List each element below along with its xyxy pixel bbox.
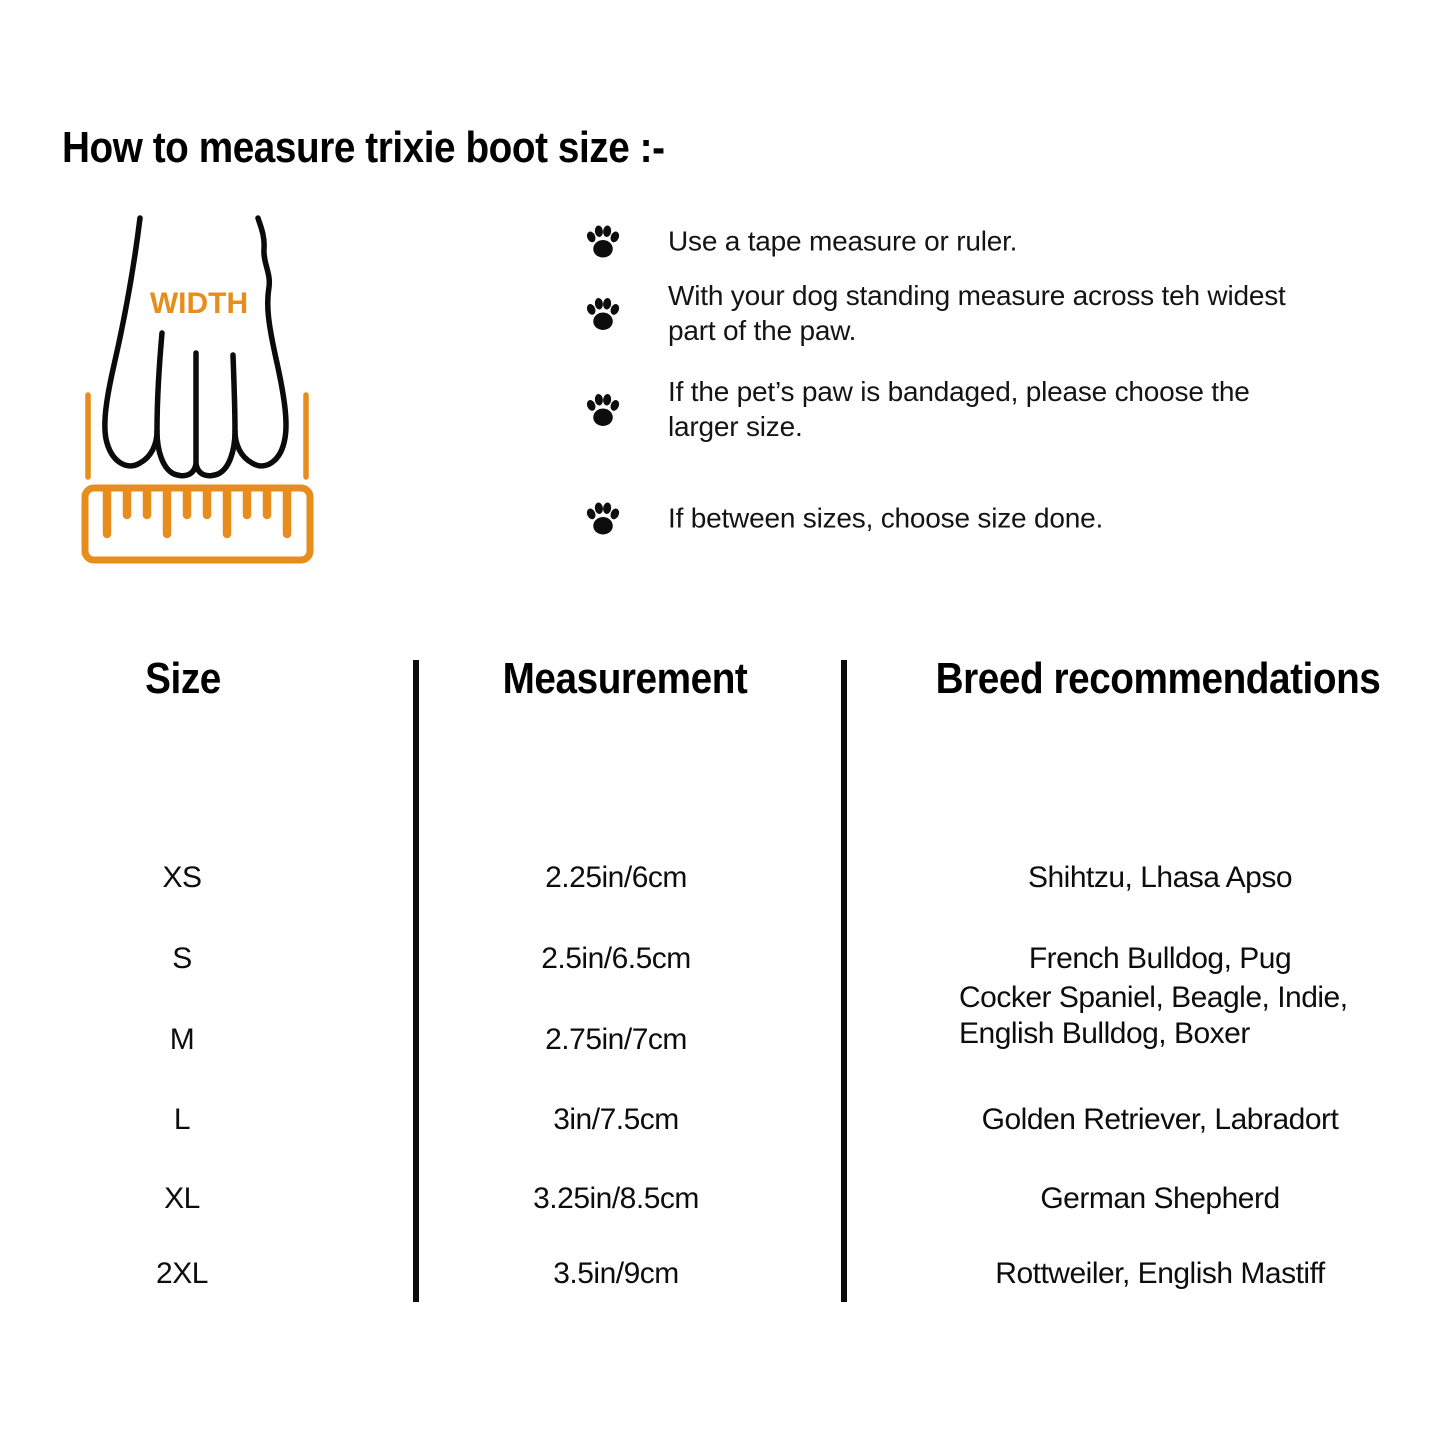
width-label: WIDTH xyxy=(149,287,249,320)
instruction-text: Use a tape measure or ruler. xyxy=(668,225,1018,257)
measurement-cell: 3.25in/8.5cm xyxy=(533,1182,699,1215)
page-title: How to measure trixie boot size :- xyxy=(62,123,665,173)
table-header-size: Size xyxy=(145,654,221,703)
size-cell: S xyxy=(172,942,192,975)
column-divider xyxy=(413,660,419,1302)
measurement-cell: 2.25in/6cm xyxy=(545,861,687,894)
measurement-cell: 2.5in/6.5cm xyxy=(541,942,691,975)
instruction-text: If the pet’s paw is bandaged, please choose the larger size. xyxy=(668,376,1250,442)
breeds-cell: German Shepherd xyxy=(1040,1182,1280,1215)
breeds-cell: Shihtzu, Lhasa Apso xyxy=(1027,861,1293,894)
measurement-cell: 2.75in/7cm xyxy=(545,1023,687,1056)
instruction-item xyxy=(584,374,1250,444)
paw-measure-diagram xyxy=(75,205,320,570)
table-header-breeds: Breed recommendations xyxy=(935,654,1381,703)
instruction-item xyxy=(584,500,1103,537)
table-header-measurement: Measurement xyxy=(502,654,748,703)
size-cell: M xyxy=(169,1023,195,1056)
breeds-cell: Golden Retriever, Labradort xyxy=(981,1103,1339,1136)
ruler-icon xyxy=(85,488,310,560)
paw-print-icon xyxy=(584,391,621,428)
instruction-text: If between sizes, choose size done. xyxy=(668,502,1104,534)
size-cell: L xyxy=(173,1103,191,1136)
paw-print-icon xyxy=(584,500,621,537)
instruction-item xyxy=(584,278,1286,348)
paw-print-icon xyxy=(584,223,621,260)
breeds-cell: French Bulldog, Pug xyxy=(1028,942,1292,975)
size-cell: XL xyxy=(164,1182,200,1215)
measurement-cell: 3in/7.5cm xyxy=(553,1103,679,1136)
instruction-text: With your dog standing measure across teh widest part of the paw. xyxy=(668,280,1286,346)
dog-paw-outline-icon xyxy=(105,218,286,476)
column-divider xyxy=(841,660,847,1302)
breeds-cell: Rottweiler, English Mastiff xyxy=(995,1257,1325,1290)
instruction-item xyxy=(584,223,1017,260)
size-cell: XS xyxy=(162,861,202,894)
measurement-cell: 3.5in/9cm xyxy=(553,1257,679,1290)
paw-print-icon xyxy=(584,295,621,332)
breeds-cell: Cocker Spaniel, Beagle, Indie, English Bulldog, Boxer xyxy=(959,981,1348,1050)
size-cell: 2XL xyxy=(156,1257,208,1290)
